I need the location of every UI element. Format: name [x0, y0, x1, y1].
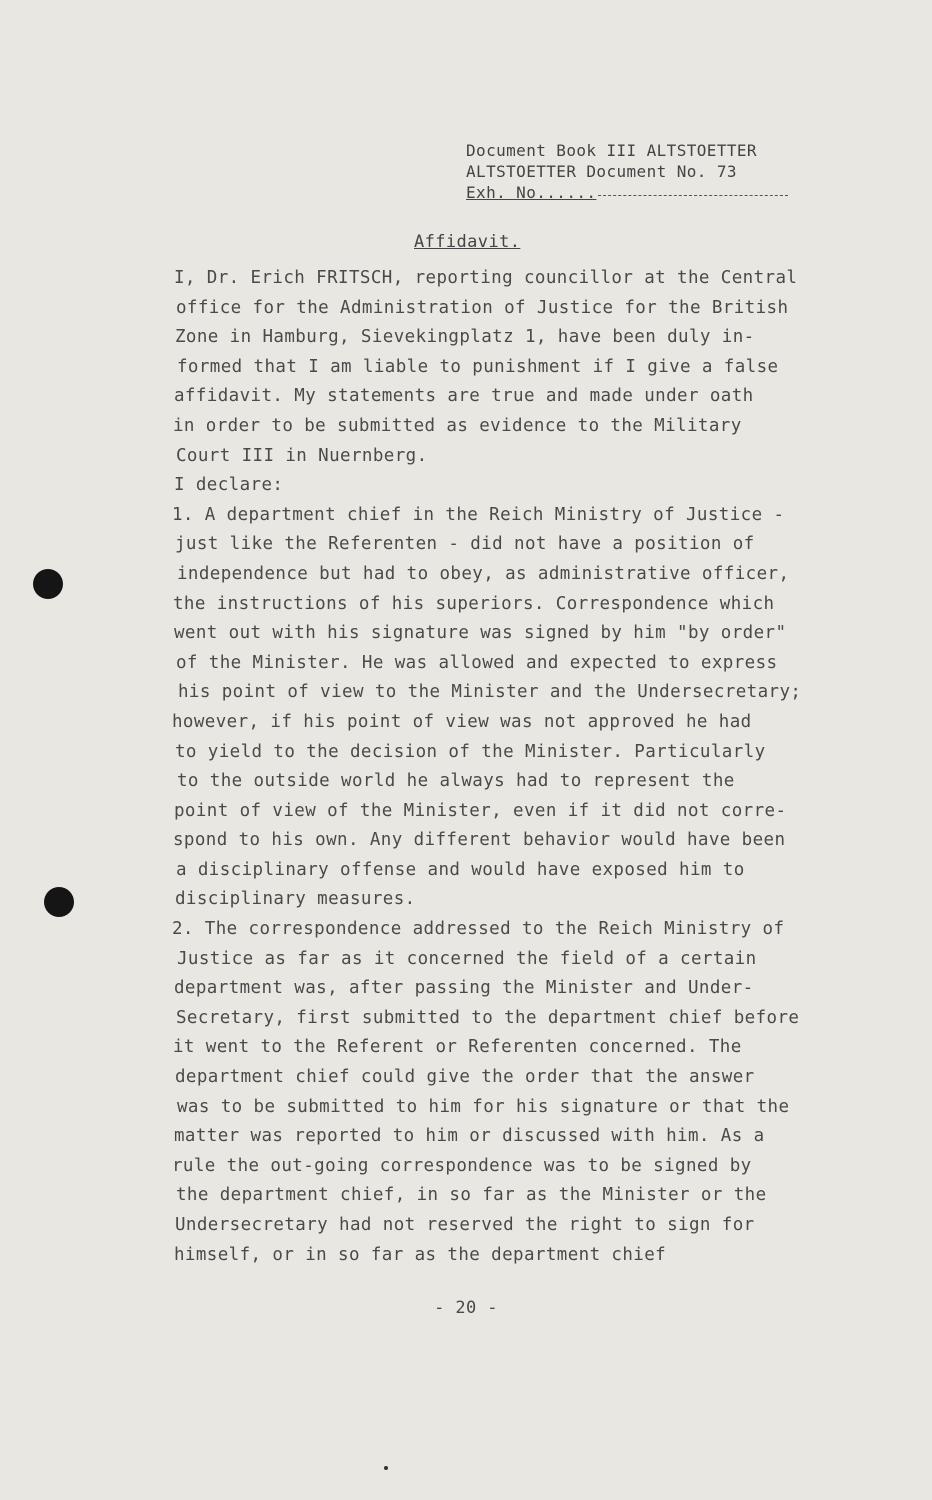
body-text-line: himself, or in so far as the department chief — [174, 1244, 667, 1265]
body-text-line: I, Dr. Erich FRITSCH, reporting councillor at the Central — [174, 268, 798, 288]
body-text-line: affidavit. My statements are true and made under oath — [174, 386, 754, 407]
body-text-line: department chief could give the order that the answer — [175, 1067, 755, 1088]
page-number: - 20 - — [434, 1298, 498, 1318]
body-text-line: Justice as far as it concerned the field of a certain — [177, 948, 757, 969]
body-text-line: went out with his signature was signed by him "by order" — [174, 623, 787, 644]
body-text-line: rule the out-going correspondence was to be signed by — [172, 1155, 752, 1176]
header-line-document-number: ALTSTOETTER Document No. 73 — [466, 162, 737, 181]
exhibit-number-line — [466, 182, 788, 203]
body-text-line: I declare: — [174, 475, 284, 496]
body-text-line: the instructions of his superiors. Correspondence which — [173, 593, 775, 614]
punch-hole-icon — [33, 569, 63, 599]
body-text-line: 1. A department chief in the Reich Ministry of Justice - — [172, 504, 785, 525]
body-text-line: Zone in Hamburg, Sievekingplatz 1, have been duly in- — [175, 327, 755, 348]
body-text-line: the department chief, in so far as the Minister or the — [176, 1185, 767, 1206]
body-text-line: spond to his own. Any different behavior would have been — [173, 830, 786, 851]
body-text-line: of the Minister. He was allowed and expected to express — [176, 652, 778, 673]
body-text-line: it went to the Referent or Referenten concerned. The — [173, 1037, 742, 1058]
body-text-line: to yield to the decision of the Minister. Particularly — [175, 741, 766, 762]
body-text-line: was to be submitted to him for his signature or that the — [177, 1096, 790, 1117]
body-text-line: just like the Referenten - did not have a position of — [175, 534, 755, 555]
document-header — [466, 140, 788, 203]
body-text-line: Undersecretary had not reserved the right to sign for — [175, 1215, 755, 1235]
document-title: Affidavit. — [414, 232, 521, 252]
body-text-line: matter was reported to him or discussed with him. As a — [174, 1126, 765, 1147]
punch-hole-icon — [44, 887, 74, 917]
body-text-line: Court III in Nuernberg. — [176, 445, 428, 466]
header-line-book: Document Book III ALTSTOETTER — [466, 141, 757, 160]
body-text-line: in order to be submitted as evidence to the Military — [173, 415, 742, 436]
body-text-line: his point of view to the Minister and the Undersecretary; — [178, 682, 802, 703]
body-text-line: Secretary, first submitted to the department chief before — [176, 1007, 800, 1028]
body-text-line: office for the Administration of Justice for the British — [176, 297, 789, 318]
body-text-line: 2. The correspondence addressed to the Reich Ministry of — [172, 919, 785, 940]
body-text-line: formed that I am liable to punishment if I give a false — [177, 356, 779, 377]
exhibit-rule — [598, 195, 788, 196]
ink-dot — [384, 1466, 388, 1470]
body-text-line: disciplinary measures. — [175, 889, 416, 910]
body-text-line: independence but had to obey, as administrative officer, — [177, 563, 790, 584]
body-text-line: a disciplinary offense and would have exposed him to — [176, 859, 745, 880]
body-text-line: department was, after passing the Minister and Under- — [174, 978, 754, 999]
body-text-line: point of view of the Minister, even if it did not corre- — [174, 800, 787, 821]
affidavit-body — [174, 264, 864, 1270]
body-text-line: to the outside world he always had to represent the — [177, 771, 735, 792]
body-text-line: however, if his point of view was not approved he had — [172, 711, 752, 732]
exhibit-label: Exh. No...... — [466, 183, 597, 202]
